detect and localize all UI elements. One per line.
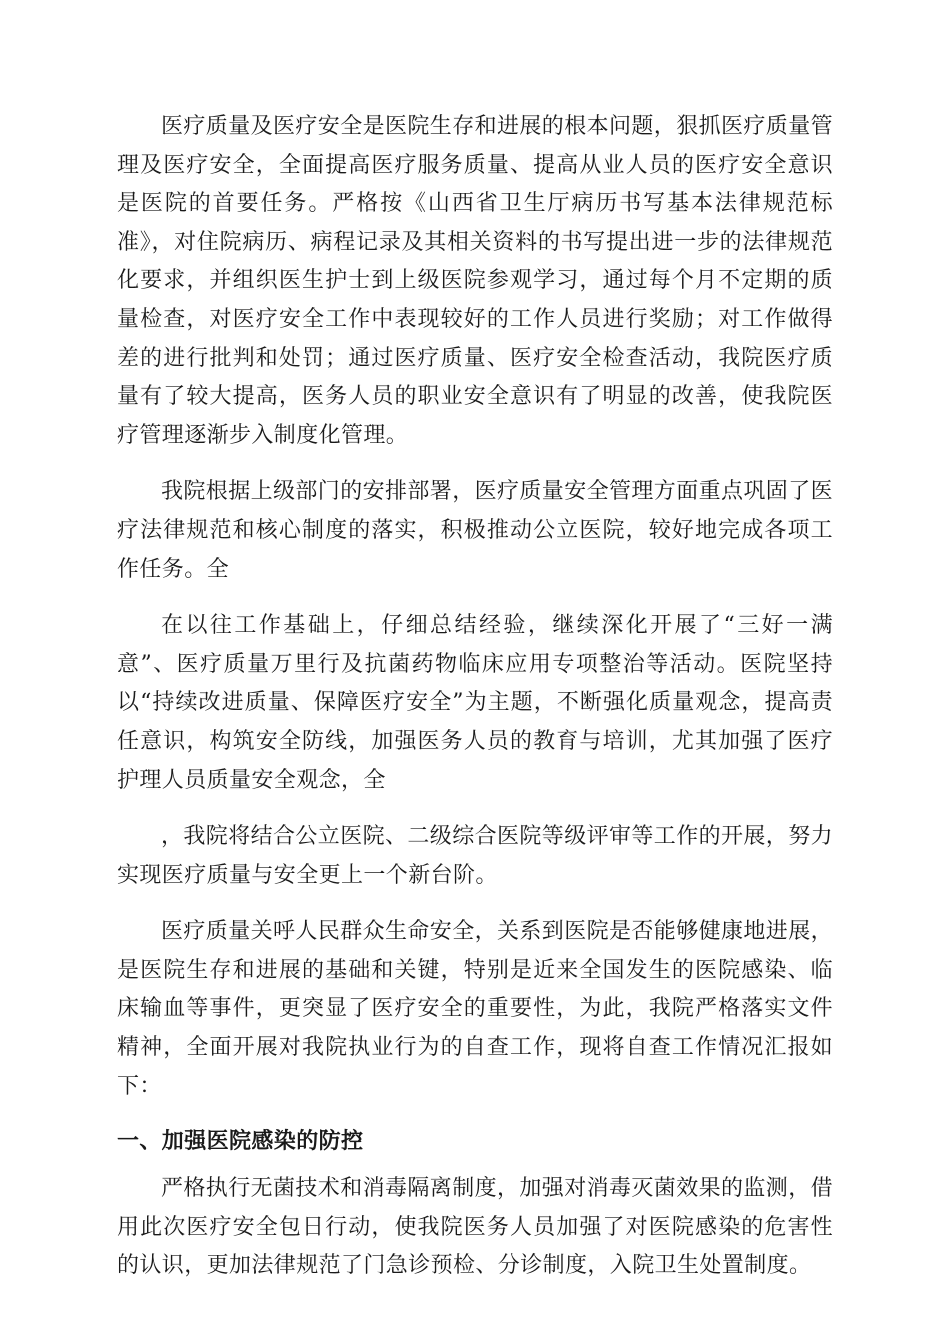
paragraph-evaluation: ，我院将结合公立医院、二级综合医院等级评审等工作的开展，努力实现医疗质量与安全更上一个新台阶。: [117, 824, 834, 888]
paragraph-deployment: 我院根据上级部门的安排部署，医疗质量安全管理方面重点巩固了医疗法律规范和核心制度的落实，积极推动公立医院，较好地完成各项工作任务。全: [117, 479, 834, 582]
document-page: [117, 108, 833, 1286]
paragraph-self-inspection: 医疗质量关呼人民群众生命安全，关系到医院是否能够健康地进展，是医院生存和进展的基础和关键，特别是近来全国发生的医院感染、临床输血等事件，更突显了医疗安全的重要性，为此，我院严格落实文件精神，全面开展对我院执业行为的自查工作，现将自查工作情况汇报如下：: [117, 919, 834, 1099]
paragraph-quality-management: 医疗质量及医疗安全是医院生存和进展的根本问题，狠抓医疗质量管理及医疗安全，全面提高医疗服务质量、提高从业人员的医疗安全意识是医院的首要任务。严格按《山西省卫生厅病历书写基本法律规范标准》，对住院病历、病程记录及其相关资料的书写提出进一步的法律规范化要求，并组织医生护士到上级医院参观学习，通过每个月不定期的质量检查，对医疗安全工作中表现较好的工作人员进行奖励；对工作做得差的进行批判和处罚；通过医疗质量、医疗安全检查活动，我院医疗质量有了较大提高，医务人员的职业安全意识有了明显的改善，使我院医疗管理逐渐步入制度化管理。: [117, 114, 834, 448]
paragraph-activities: 在以往工作基础上，仔细总结经验，继续深化开展了“三好一满意”、医疗质量万里行及抗菌药物临床应用专项整治等活动。医院坚持以“持续改进质量、保障医疗安全”为主题，不断强化质量观念，提高责任意识，构筑安全防线，加强医务人员的教育与培训，尤其加强了医疗护理人员质量安全观念，全: [117, 613, 833, 793]
section-heading-infection-control: 一、加强医院感染的防控: [117, 1129, 364, 1155]
paragraph-infection-control: 严格执行无菌技术和消毒隔离制度，加强对消毒灭菌效果的监测，借用此次医疗安全包日行动，使我院医务人员加强了对医院感染的危害性的认识，更加法律规范了门急诊预检、分诊制度，入院卫生处置制度。: [117, 1176, 834, 1279]
